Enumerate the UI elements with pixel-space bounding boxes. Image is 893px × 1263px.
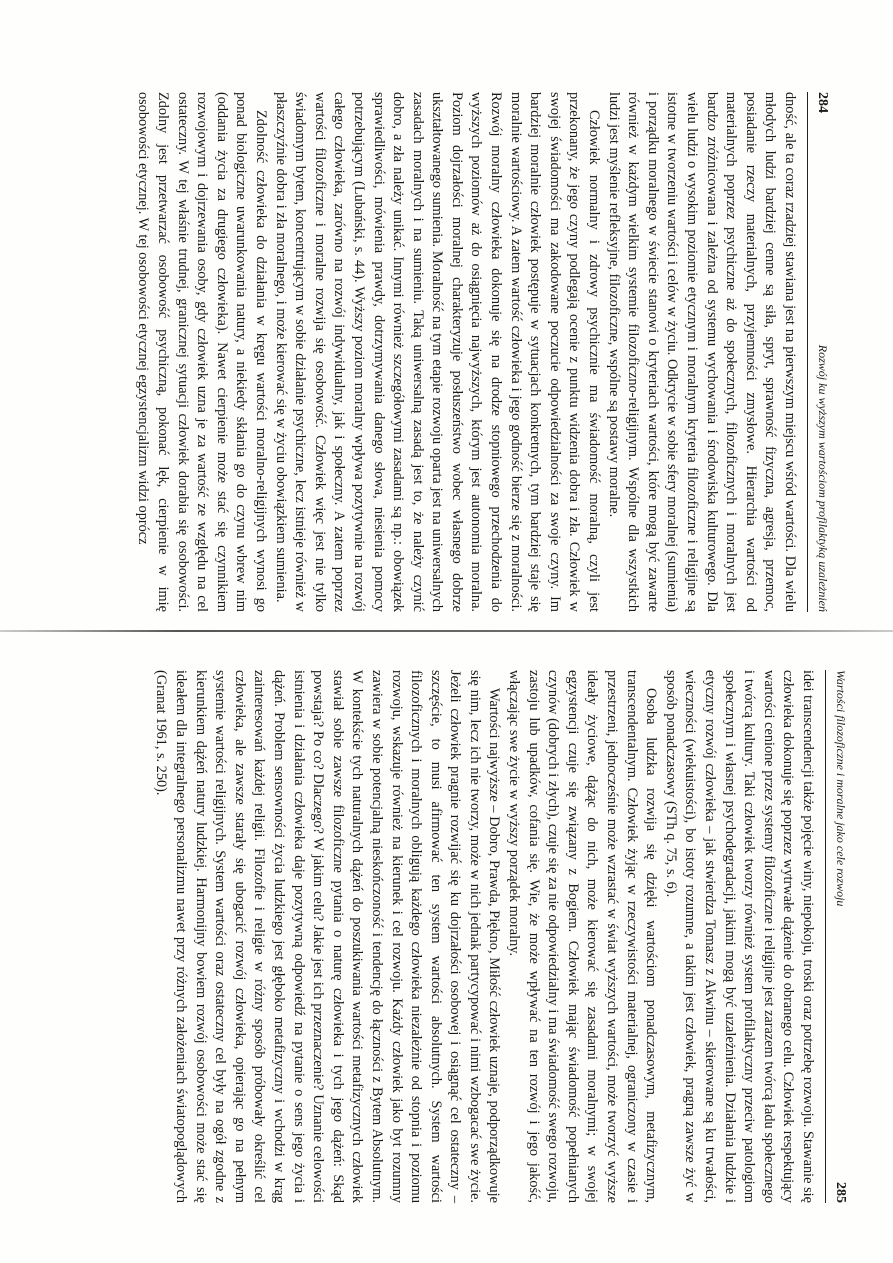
page-body xyxy=(133,92,799,612)
paragraph: Wartości najwyższe – Dobro, Prawda, Piękno, Miłość człowiek uznaje, podporządkowuje się nim, lecz ich nie tworzy, może w nich jednak partycypować i nimi wzbogacać swe życie. Jeżeli człowiek pragnie rozwijać się ku dojrzałości osobowej i osiągnąć cel ostateczny – szczęście, to musi afirmować ten system wartości absolutnych. System wartości filozoficznych i moralnych obligują każdego człowieka niezależnie od stopnia i poziomu rozwoju, wskazuje również na kierunek i cel rozwoju. Każdy człowiek jako byt rozumny zawiera w sobie potencjalną nieskończoność i tendencję do łączności z Bytem Absolutnym. W kontekście tych naturalnych dążeń do poszukiwania wartości metafizycznych człowiek stawiał sobie zawsze filozoficzne pytania o naturę człowieka i tych jego dążeń: Skąd powstaja? Po co? Dlaczego? W jakim celu? Jakie jest ich przeznaczenie? Uznanie celowości istnienia i działania człowieka daje pozytywną odpowiedź na pytanie o sens jego życia i dążeń. Problem sensowności życia ludzkiego jest głęboko metafizyczny i wchodzi w krąg zainteresowań każdej religii. Filozofie i religie w różny sposób próbowały określić cel człowieka, ale zawsze starały się ubogacić rozwój człowieka, opierając go na pełnym systemie wartości religijnych. System wartości oraz ostateczny cel były na ogół zgodne z kierunkiem dążeń natury ludzkiej. Harmonijny bowiem rozwój osobowości może stać się ideałem dla integralnego personalizmu nawet przy różnych założeniach światopoglądowych (Granat 1961, s. 250). xyxy=(153,670,503,1203)
paragraph: Osoba ludzka rozwija się dzięki wartościom ponadczasowym, metafizycznym, transcendentalnym. Człowiek żyjąc w rzeczywistości materialnej, ograniczony w czasie i przestrzeni, jednocześnie może wzrastać w świat wyższych wartości, może tworzyć wyższe ideały życiowe, dążąc do nich, może kierować się zasadami moralnymi; w swojej egzystencji czuje się związany z Bogiem. Człowiek mając świadomość popełnianych czynów (dobrych i złych), czuje się za nie odpowiedzialny i ma świadomość swego rozwoju, zastoju lub upadków, cofania się. Wie, że może wpływać na ten rozwój i jego jakość, włączając swe życie w wyższy porządek moralny. xyxy=(506,670,660,1203)
page-header xyxy=(807,92,830,612)
paragraph: dność, ale ta coraz rzadziej stawiana jest na pierwszym miejscu wśród wartości. Dla wielu młodych ludzi bardziej cenne są siła, spryt, sprawność fizyczna, agresja, przemoc, posiadanie rzeczy materialnych, przyjemności zmysłowe. Hierarchia wartości od materialnych poprzez psychiczne aż do społecznych, filozoficznych i moralnych jest bardzo zróżnicowana i zależna od systemu wychowania i środowiska kulturowego. Dla wielu ludzi o wysokim poziomie etycznym i moralnym kryteria filozoficzne i religijne są istotne w tworzeniu wartości i celów w życiu. Odkrycie w sobie sfery moralnej (sumienia) i porządku moralnego w świecie stanowi o kryteriach wartości, które mogą być zawarte również w każdym wielkim systemie filozoficzno-religijnym. Wspólne dla wszystkich ludzi jest myślenie refleksyjne, filozoficzne, wspólne są postawy moralne. xyxy=(605,92,798,612)
page-header xyxy=(825,670,848,1203)
page-284 xyxy=(50,92,830,612)
page-285 xyxy=(53,670,848,1203)
running-head: Wartości filozoficzne i moralne jako cele rozwoju xyxy=(834,670,848,907)
page-number: 284 xyxy=(815,92,830,113)
running-head: Rozwój ku wyższym wartościom profilaktyką uzależnień xyxy=(816,344,830,612)
page-divider xyxy=(0,630,893,632)
page-body xyxy=(151,670,817,1203)
paragraph: Zdolność człowieka do działania w kręgu wartości moralno-religijnych wynosi go ponad biologiczne uwarunkowania natury, a niekiedy skłania go do czynu wbrew nim (oddania życia za drugiego człowieka). Nawet cierpienie może stać się czynnikiem rozwojowym i dojrzewania osoby, gdy człowiek uzna je za wartość ze względu na cel ostateczny. W tej właśnie trudnej, granicznej sytuacji człowiek dorabia się osobowości. Zdolny jest przetwarzać osobowość psychiczną, pokonać lęk, cierpienie w imię osobowości etycznej. W tej osobowości etycznej egzystencjalizm widzi oprócz xyxy=(135,92,269,612)
paragraph: idei transcendencji także pojęcie winy, niepokoju, troski oraz potrzebę rozwoju. Stawanie się człowieka dokonuje się poprzez wytrwałe dążenie do obranego celu. Człowiek respektujący wartości cenione przez systemy filozoficzne i religijne jest zarazem twórcą ładu społecznego i twórcą kultury. Taki człowiek tworzy również system profilaktyczny przeciw patologiom społecznym i własnej psychodegradacji, jakimi mogą być uzależnienia. Działania ludzkie i etyczny rozwój człowieka – jak stwierdza Tomasz z Akwinu – skierowane są ku trwałości, wieczności (wiekuistości), bo istoty rozumne, a takim jest człowiek, pragną zawsze żyć w sposób ponadczasowy (STh q. 75, s. 6). xyxy=(662,670,816,1203)
page-number: 285 xyxy=(833,1182,848,1203)
paragraph: Człowiek normalny i zdrowy psychicznie ma świadomość moralną, czyli jest przekonany, że jego czyny podlegają ocenie z punktu widzenia dobra i zła. Człowiek w swojej świadomości ma zakodowane poczucie odpowiedzialności za swoje czyny. Im bardziej moralnie człowiek postępuje w sytuacjach konkretnych, tym bardziej staje się moralnie wartościowy. A zatem wartość człowieka i jego godność bierze się z moralności. Rozwój moralny człowieka dokonuje się na drodze stopniowego przechodzenia do wyższych poziomów aż do osiągnięcia najwyższych, którym jest autonomia moralna. Poziom dojrzałości moralnej charakteryzuje posłuszeństwo wobec własnego dobrze ukształtowanego sumienia. Moralność na tym etapie rozwoju oparta jest na uniwersalnych zasadach moralnych i na sumieniu. Taką uniwersalną zasadą jest to, że należy czynić dobro, a zła należy unikać. Innymi również szczegółowymi zasadami są np.: obowiązek sprawiedliwości, mówienia prawdy, dotrzymywania danego słowa, niesienia pomocy potrzebującym (Lubański, s. 44). Wyższy poziom moralny wpływa pozytywnie na rozwój całego człowieka, zarówno na rozwój indywidualny, jak i społeczny. A zatem poprzez wartości filozoficzne i moralne rozwija się osobowość. Człowiek więc jest nie tylko świadomym bytem, koncentrującym w sobie działanie psychiczne, lecz istnieje również w płaszczyźnie dobra i zła moralnego, i może kierować się w życiu obowiązkiem sumienia. xyxy=(272,92,603,612)
